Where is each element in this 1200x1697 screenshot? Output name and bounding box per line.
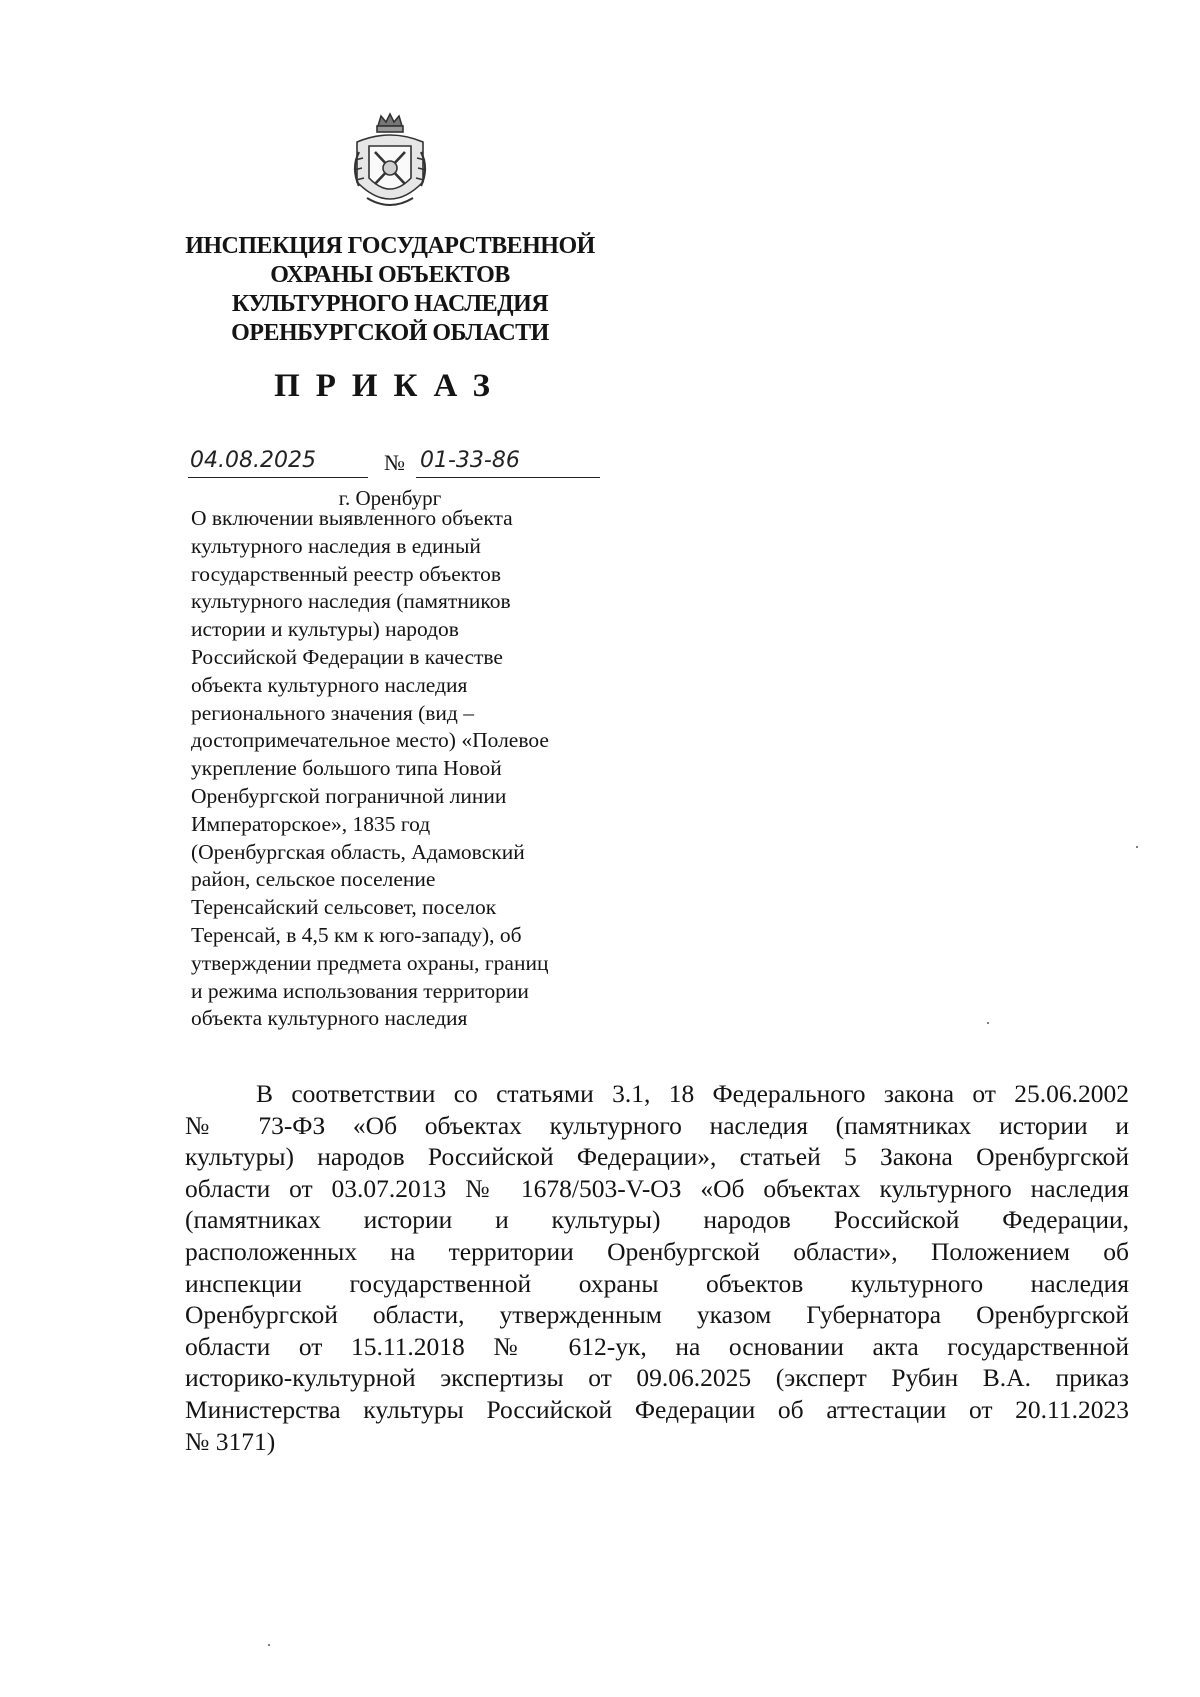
preamble-line: области от 03.07.2013 № 1678/503-V-ОЗ «Об объектах культурного наследия [185,1173,1129,1203]
preamble-line: Министерства культуры Российской Федерации об аттестации от 20.11.2023 [185,1394,1129,1424]
subject-line: регионального значения (вид – [191,700,474,725]
subject-line: Теренсай, в 4,5 км к юго-западу), об [191,922,522,947]
preamble-line: культуры) народов Российской Федерации», статьей 5 Закона Оренбургской [185,1142,1129,1172]
authority-line: ОХРАНЫ ОБЪЕКТОВ [270,262,510,288]
subject-line: О включении выявленного объекта [191,506,513,530]
subject-line: (Оренбургская область, Адамовский [191,839,525,864]
scan-speck [1136,846,1138,848]
preamble-line: историко-культурной экспертизы от 09.06.2025 (эксперт Рубин В.А. приказ [185,1363,1129,1393]
order-subject [191,505,611,1033]
subject-line: государственный реестр объектов [191,561,501,586]
registration-date: 04.08.2025 [188,448,368,478]
subject-line: объекта культурного наследия [191,672,468,697]
subject-line: истории и культуры) народов [191,617,459,642]
issuing-authority [180,232,600,348]
registration-row [188,448,600,482]
subject-line: район, сельское поселение [191,867,436,892]
preamble-line: расположенных на территории Оренбургской области», Положением об [185,1236,1129,1266]
order-preamble [185,1078,1129,1457]
preamble-line: Оренбургской области, утвержденным указом Губернатора Оренбургской [185,1300,1129,1330]
subject-line: и режима использования территории [191,978,529,1003]
subject-line: объекта культурного наследия [191,1006,468,1031]
coat-of-arms-icon [345,112,435,222]
issue-city: г. Оренбург [338,486,442,510]
subject-line: Теренсайский сельсовет, поселок [191,895,497,920]
subject-line: Императорское», 1835 год [191,811,431,836]
subject-line: укрепление большого типа Новой [191,756,502,781]
subject-line: культурного наследия в единый [191,533,481,558]
scan-speck [268,1644,270,1646]
subject-line: Российской Федерации в качестве [191,644,503,669]
number-sign: № [384,450,405,475]
preamble-line: области от 15.11.2018 № 612-ук, на основании акта государственной [185,1331,1129,1361]
registration-number: 01-33-86 [416,448,600,478]
scan-speck [987,1022,989,1024]
preamble-line: № 3171) [185,1426,276,1456]
authority-line: КУЛЬТУРНОГО НАСЛЕДИЯ [231,291,549,317]
subject-line: достопримечательное место) «Полевое [191,728,549,753]
subject-line: Оренбургской пограничной линии [191,783,507,808]
authority-line: ИНСПЕКЦИЯ ГОСУДАРСТВЕННОЙ [185,233,595,259]
authority-line: ОРЕНБУРГСКОЙ ОБЛАСТИ [231,320,549,346]
preamble-line: В соответствии со статьями 3.1, 18 Федерального закона от 25.06.2002 [256,1079,1129,1108]
document-type-title: ПРИКАЗ [274,368,506,404]
subject-line: утверждении предмета охраны, границ [191,950,549,975]
preamble-line: инспекции государственной охраны объектов культурного наследия [185,1268,1129,1298]
preamble-line: № 73-ФЗ «Об объектах культурного наследия (памятниках истории и [185,1110,1129,1140]
preamble-line: (памятниках истории и культуры) народов Российской Федерации, [185,1205,1129,1235]
subject-line: культурного наследия (памятников [191,589,511,614]
